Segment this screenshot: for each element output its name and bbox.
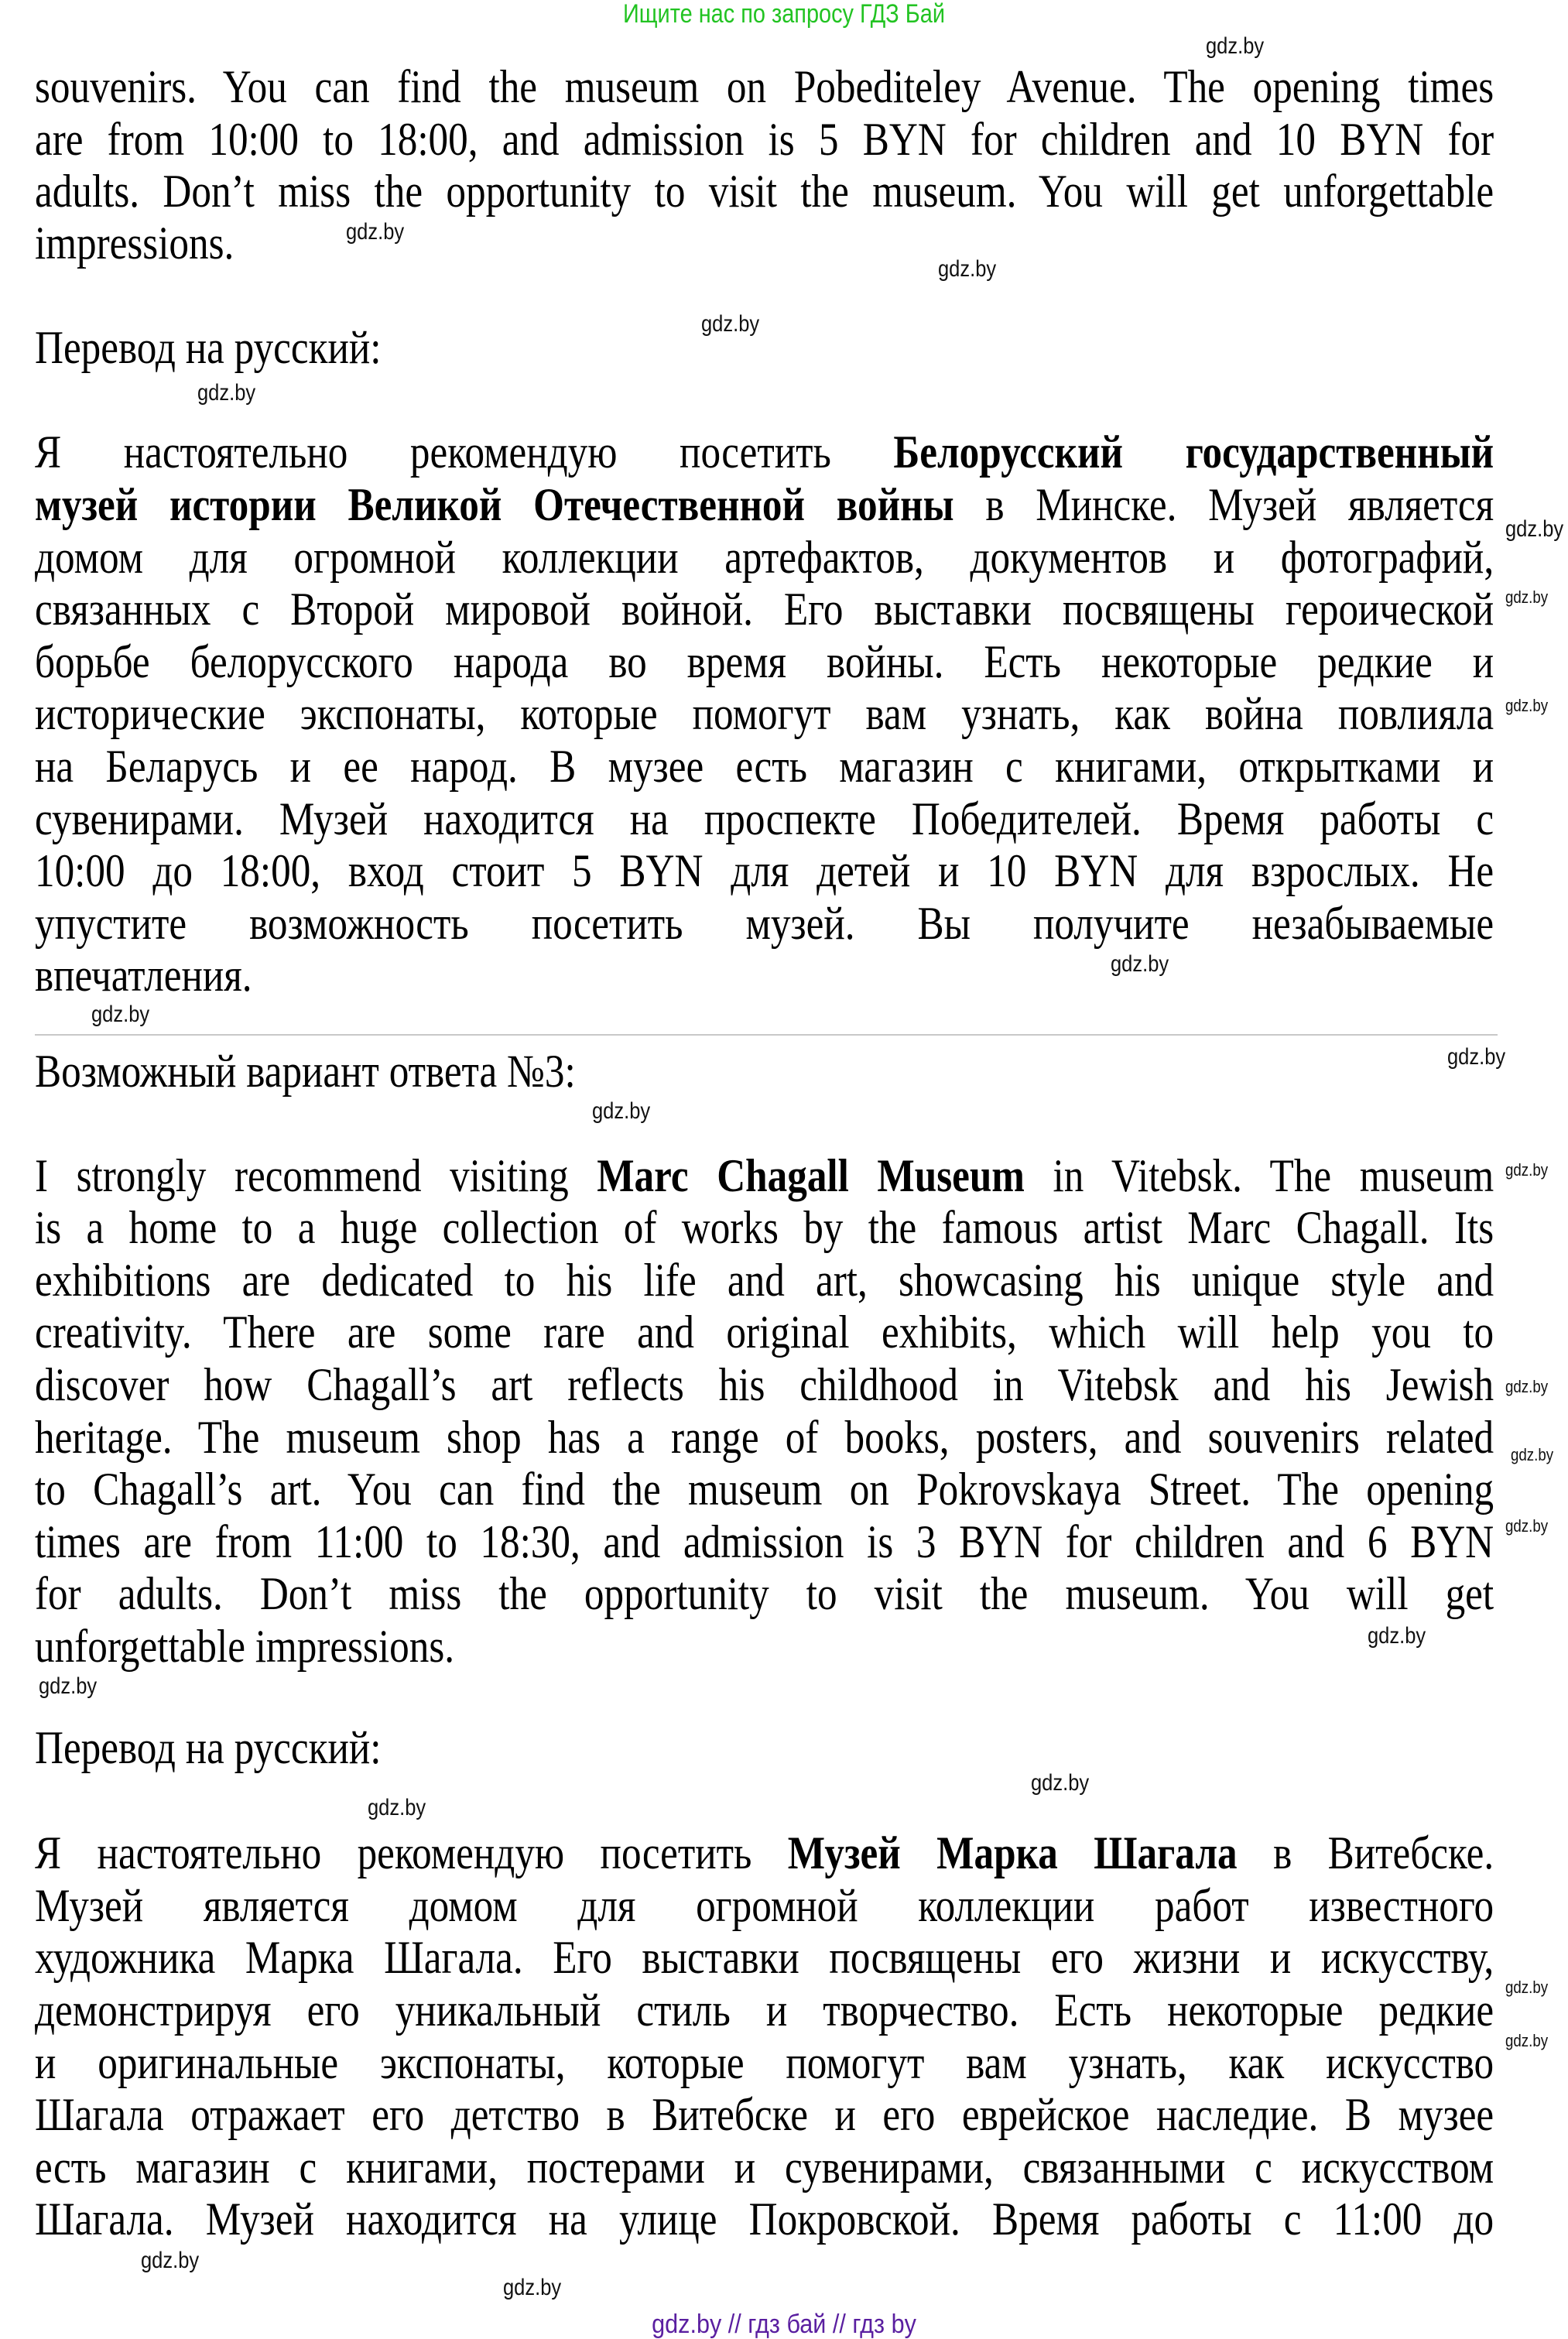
paragraph-line [35,1307,1494,1357]
paragraph-line [35,899,1494,948]
paragraph-line [35,1151,1494,1200]
paragraph-line [35,584,1494,634]
text-segment: is a home to a huge collection of works by the famous artist Marc Chagall. Its [35,1202,1494,1253]
text-segment: в Минске. Музей является [953,479,1494,530]
watermark: gdz.by [592,1098,651,1124]
paragraph-line [35,1255,1494,1305]
watermark: gdz.by [1031,1770,1090,1796]
watermark: gdz.by [1505,1516,1549,1536]
paragraph-line [35,62,1494,111]
text-segment: I strongly recommend visiting [35,1150,597,1201]
text-segment: unforgettable impressions. [35,1621,455,1672]
paragraph-line [35,689,1494,738]
paragraph-line [35,950,252,1000]
section-heading [35,1046,576,1096]
watermark: gdz.by [701,311,760,337]
paragraph-line [35,1828,1494,1878]
text-segment: Музей является домом для огромной коллекции работ известного [35,1880,1494,1931]
paragraph-line [35,637,1494,687]
paragraph-line [35,1933,1494,1982]
watermark: gdz.by [1206,33,1265,59]
text-segment: борьбе белорусского народа во время войны. Есть некоторые редкие и [35,636,1494,687]
paragraph-line [35,218,234,268]
paragraph-line [35,846,1494,896]
paragraph-line [35,2090,1494,2139]
paragraph-line [35,2142,1494,2192]
section-heading [35,323,381,372]
text-segment: souvenirs. You can find the museum on Pobediteley Avenue. The opening times [35,61,1494,112]
watermark: gdz.by [1505,696,1549,715]
bold-text: музей истории Великой Отечественной войны [35,479,954,530]
text-segment: exhibitions are dedicated to his life and art, showcasing his unique style and [35,1255,1494,1306]
watermark: gdz.by [141,2248,200,2273]
text-segment: in Vitebsk. The museum [1024,1150,1494,1201]
watermark: gdz.by [1505,2031,1549,2050]
bold-text: Белорусский государственный [893,426,1494,478]
text-segment: times are from 11:00 to 18:30, and admission is 3 BYN for children and 6 BYN [35,1516,1494,1567]
text-segment: художника Марка Шагала. Его выставки посвящены его жизни и искусству, [35,1932,1494,1983]
paragraph-line [35,2194,1494,2244]
paragraph-line [35,794,1494,844]
text-segment: сувенирами. Музей находится на проспекте Победителей. Время работы с [35,793,1494,844]
section-heading [35,1723,381,1772]
watermark: gdz.by [1447,1044,1506,1070]
section-divider [35,1034,1498,1036]
text-segment: impressions. [35,217,235,269]
text-segment: adults. Don’t miss the opportunity to visit the museum. You will get unforgettable [35,166,1494,217]
text-segment: исторические экспонаты, которые помогут вам узнать, как война повлияла [35,688,1494,739]
text-segment: heritage. The museum shop has a range of books, posters, and souvenirs related [35,1412,1494,1463]
watermark: gdz.by [1505,516,1564,542]
watermark: gdz.by [346,219,405,245]
text-segment: Я настоятельно рекомендую посетить [35,1827,788,1878]
paragraph-line [35,533,1494,582]
text-segment: are from 10:00 to 18:00, and admission is 5 BYN for children and 10 BYN for [35,114,1494,165]
text-segment: Возможный вариант ответа №3: [35,1046,576,1097]
watermark: gdz.by [368,1795,426,1820]
text-segment: упустите возможность посетить музей. Вы получите незабываемые [35,898,1494,949]
watermark: gdz.by [503,2275,562,2300]
text-segment: на Беларусь и ее народ. В музее есть магазин с книгами, открытками и [35,741,1494,792]
watermark: gdz.by [1505,1160,1549,1180]
paragraph-line [35,166,1494,216]
text-segment: Я настоятельно рекомендую посетить [35,426,894,478]
search-banner: Ищите нас по запросу ГДЗ Бай [623,0,945,29]
text-segment: creativity. There are some rare and original exhibits, which will help you to [35,1306,1494,1358]
paragraph-line [35,1464,1494,1514]
paragraph-line [35,2038,1494,2087]
paragraph-line [35,1622,454,1671]
text-segment: Перевод на русский: [35,322,382,373]
text-segment: и оригинальные экспонаты, которые помогут вам узнать, как искусство [35,2037,1494,2088]
text-segment: Перевод на русский: [35,1722,382,1773]
footer-links[interactable]: gdz.by // гдз бай // гдз by [652,2310,916,2339]
text-segment: в Витебске. [1237,1827,1494,1878]
paragraph-line [35,741,1494,791]
text-segment: 10:00 до 18:00, вход стоит 5 BYN для детей и 10 BYN для взрослых. Не [35,845,1494,896]
paragraph-line [35,1360,1494,1409]
text-segment: впечатления. [35,950,252,1001]
watermark: gdz.by [1505,1377,1549,1396]
watermark: gdz.by [39,1673,98,1699]
text-segment: домом для огромной коллекции артефактов, документов и фотографий, [35,532,1494,583]
bold-text: Музей Марка Шагала [787,1827,1238,1878]
text-segment: Шагала. Музей находится на улице Покровской. Время работы с 11:00 до [35,2193,1494,2245]
watermark: gdz.by [1111,951,1169,977]
paragraph-line [35,1569,1494,1618]
paragraph-line [35,1203,1494,1252]
text-segment: есть магазин с книгами, постерами и сувенирами, связанными с искусством [35,2142,1494,2193]
text-segment: демонстрируя его уникальный стиль и творчество. Есть некоторые редкие [35,1985,1494,2036]
watermark: gdz.by [1511,1445,1554,1464]
paragraph-line [35,1985,1494,2035]
paragraph-line [35,480,1494,529]
paragraph-line [35,1881,1494,1930]
watermark: gdz.by [1505,1978,1549,1997]
bold-text: Marc Chagall Museum [597,1150,1025,1201]
text-segment: связанных с Второй мировой войной. Его выставки посвящены героической [35,584,1494,635]
text-segment: discover how Chagall’s art reflects his childhood in Vitebsk and his Jewish [35,1359,1494,1410]
watermark: gdz.by [1368,1623,1426,1649]
watermark: gdz.by [91,1002,150,1027]
paragraph-line [35,1413,1494,1462]
text-segment: Шагала отражает его детство в Витебске и его еврейское наследие. В музее [35,2089,1494,2140]
text-segment: for adults. Don’t miss the opportunity to visit the museum. You will get [35,1568,1494,1619]
watermark: gdz.by [197,380,256,406]
watermark: gdz.by [938,256,997,282]
watermark: gdz.by [1505,587,1549,607]
paragraph-line [35,1517,1494,1567]
paragraph-line [35,427,1494,477]
paragraph-line [35,115,1494,164]
text-segment: to Chagall’s art. You can find the museum on Pokrovskaya Street. The opening [35,1464,1494,1515]
